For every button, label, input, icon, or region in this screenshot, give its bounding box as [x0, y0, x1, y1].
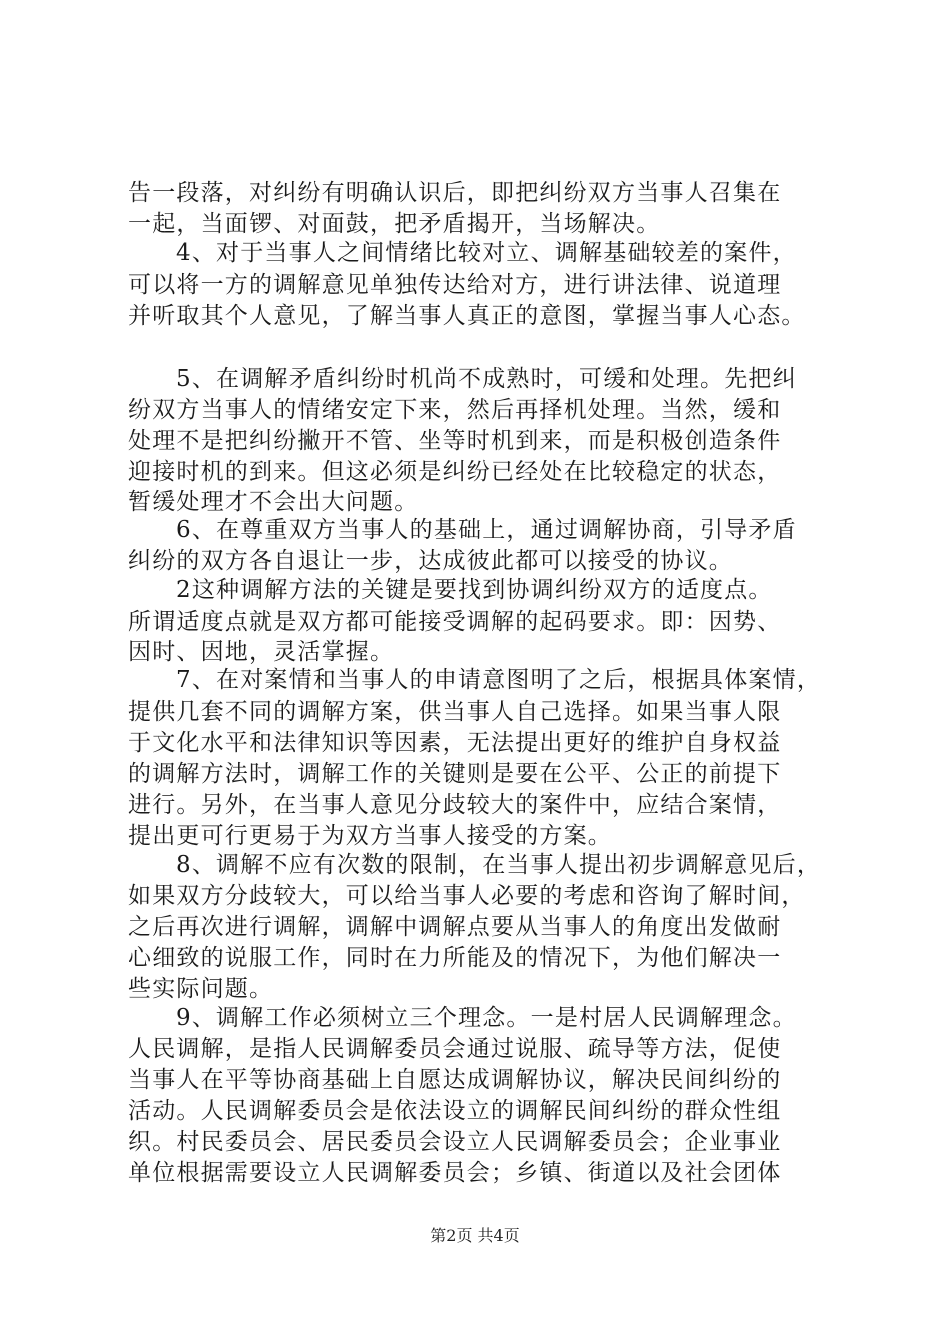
text-line: 人民调解，是指人民调解委员会通过说服、疏导等方法，促使: [128, 1036, 782, 1062]
text-line: 可以将一方的调解意见单独传达给对方，进行讲法律、说道理: [128, 272, 782, 298]
text-line: 9、调解工作必须树立三个理念。一是村居人民调解理念。: [176, 1005, 797, 1031]
text-line: 之后再次进行调解，调解中调解点要从当事人的角度出发做耐: [128, 914, 782, 940]
text-line: 一起，当面锣、对面鼓，把矛盾揭开，当场解决。: [128, 211, 661, 237]
text-line: 的调解方法时，调解工作的关键则是要在公平、公正的前提下: [128, 761, 782, 787]
text-line: 当事人在平等协商基础上自愿达成调解协议，解决民间纠纷的: [128, 1067, 782, 1093]
text-line: 提出更可行更易于为双方当事人接受的方案。: [128, 823, 612, 849]
text-line: 告一段落，对纠纷有明确认识后，即把纠纷双方当事人召集在: [128, 180, 782, 206]
text-line: 提供几套不同的调解方案，供当事人自己选择。如果当事人限: [128, 699, 782, 725]
text-line: 织。村民委员会、居民委员会设立人民调解委员会；企业事业: [128, 1129, 782, 1155]
text-line: 纠纷的双方各自退让一步，达成彼此都可以接受的协议。: [128, 548, 733, 574]
text-line: 进行。另外，在当事人意见分歧较大的案件中，应结合案情，: [128, 792, 782, 818]
text-line: 2这种调解方法的关键是要找到协调纠纷双方的适度点。: [176, 577, 773, 603]
text-line: 些实际问题。: [128, 976, 274, 1002]
text-line: 处理不是把纠纷撇开不管、坐等时机到来，而是积极创造条件: [128, 428, 782, 454]
text-line: 5、在调解矛盾纠纷时机尚不成熟时，可缓和处理。先把纠: [176, 366, 797, 392]
text-line: 心细致的说服工作，同时在力所能及的情况下，为他们解决一: [128, 945, 782, 971]
text-line: 因时、因地，灵活掌握。: [128, 639, 395, 665]
text-line: 纷双方当事人的情绪安定下来，然后再择机处理。当然，缓和: [128, 397, 782, 423]
text-line: 活动。人民调解委员会是依法设立的调解民间纠纷的群众性组: [128, 1098, 782, 1124]
text-line: 8、调解不应有次数的限制，在当事人提出初步调解意见后，: [176, 852, 822, 878]
text-line: 单位根据需要设立人民调解委员会；乡镇、街道以及社会团体: [128, 1160, 782, 1186]
text-line: 并听取其个人意见，了解当事人真正的意图，掌握当事人心态。: [128, 303, 806, 329]
text-line: 6、在尊重双方当事人的基础上，通过调解协商，引导矛盾: [176, 517, 797, 543]
text-line: 4、对于当事人之间情绪比较对立、调解基础较差的案件，: [176, 240, 797, 266]
text-line: 7、在对案情和当事人的申请意图明了之后，根据具体案情，: [176, 667, 822, 693]
text-line: 暂缓处理才不会出大问题。: [128, 489, 419, 515]
text-line: 所谓适度点就是双方都可能接受调解的起码要求。即：因势、: [128, 609, 782, 635]
page-footer: 第2页 共4页: [430, 1226, 520, 1245]
text-line: 迎接时机的到来。但这必须是纠纷已经处在比较稳定的状态，: [128, 459, 782, 485]
text-line: 于文化水平和法律知识等因素，无法提出更好的维护自身权益: [128, 730, 782, 756]
text-line: 如果双方分歧较大，可以给当事人必要的考虑和咨询了解时间，: [128, 883, 806, 909]
